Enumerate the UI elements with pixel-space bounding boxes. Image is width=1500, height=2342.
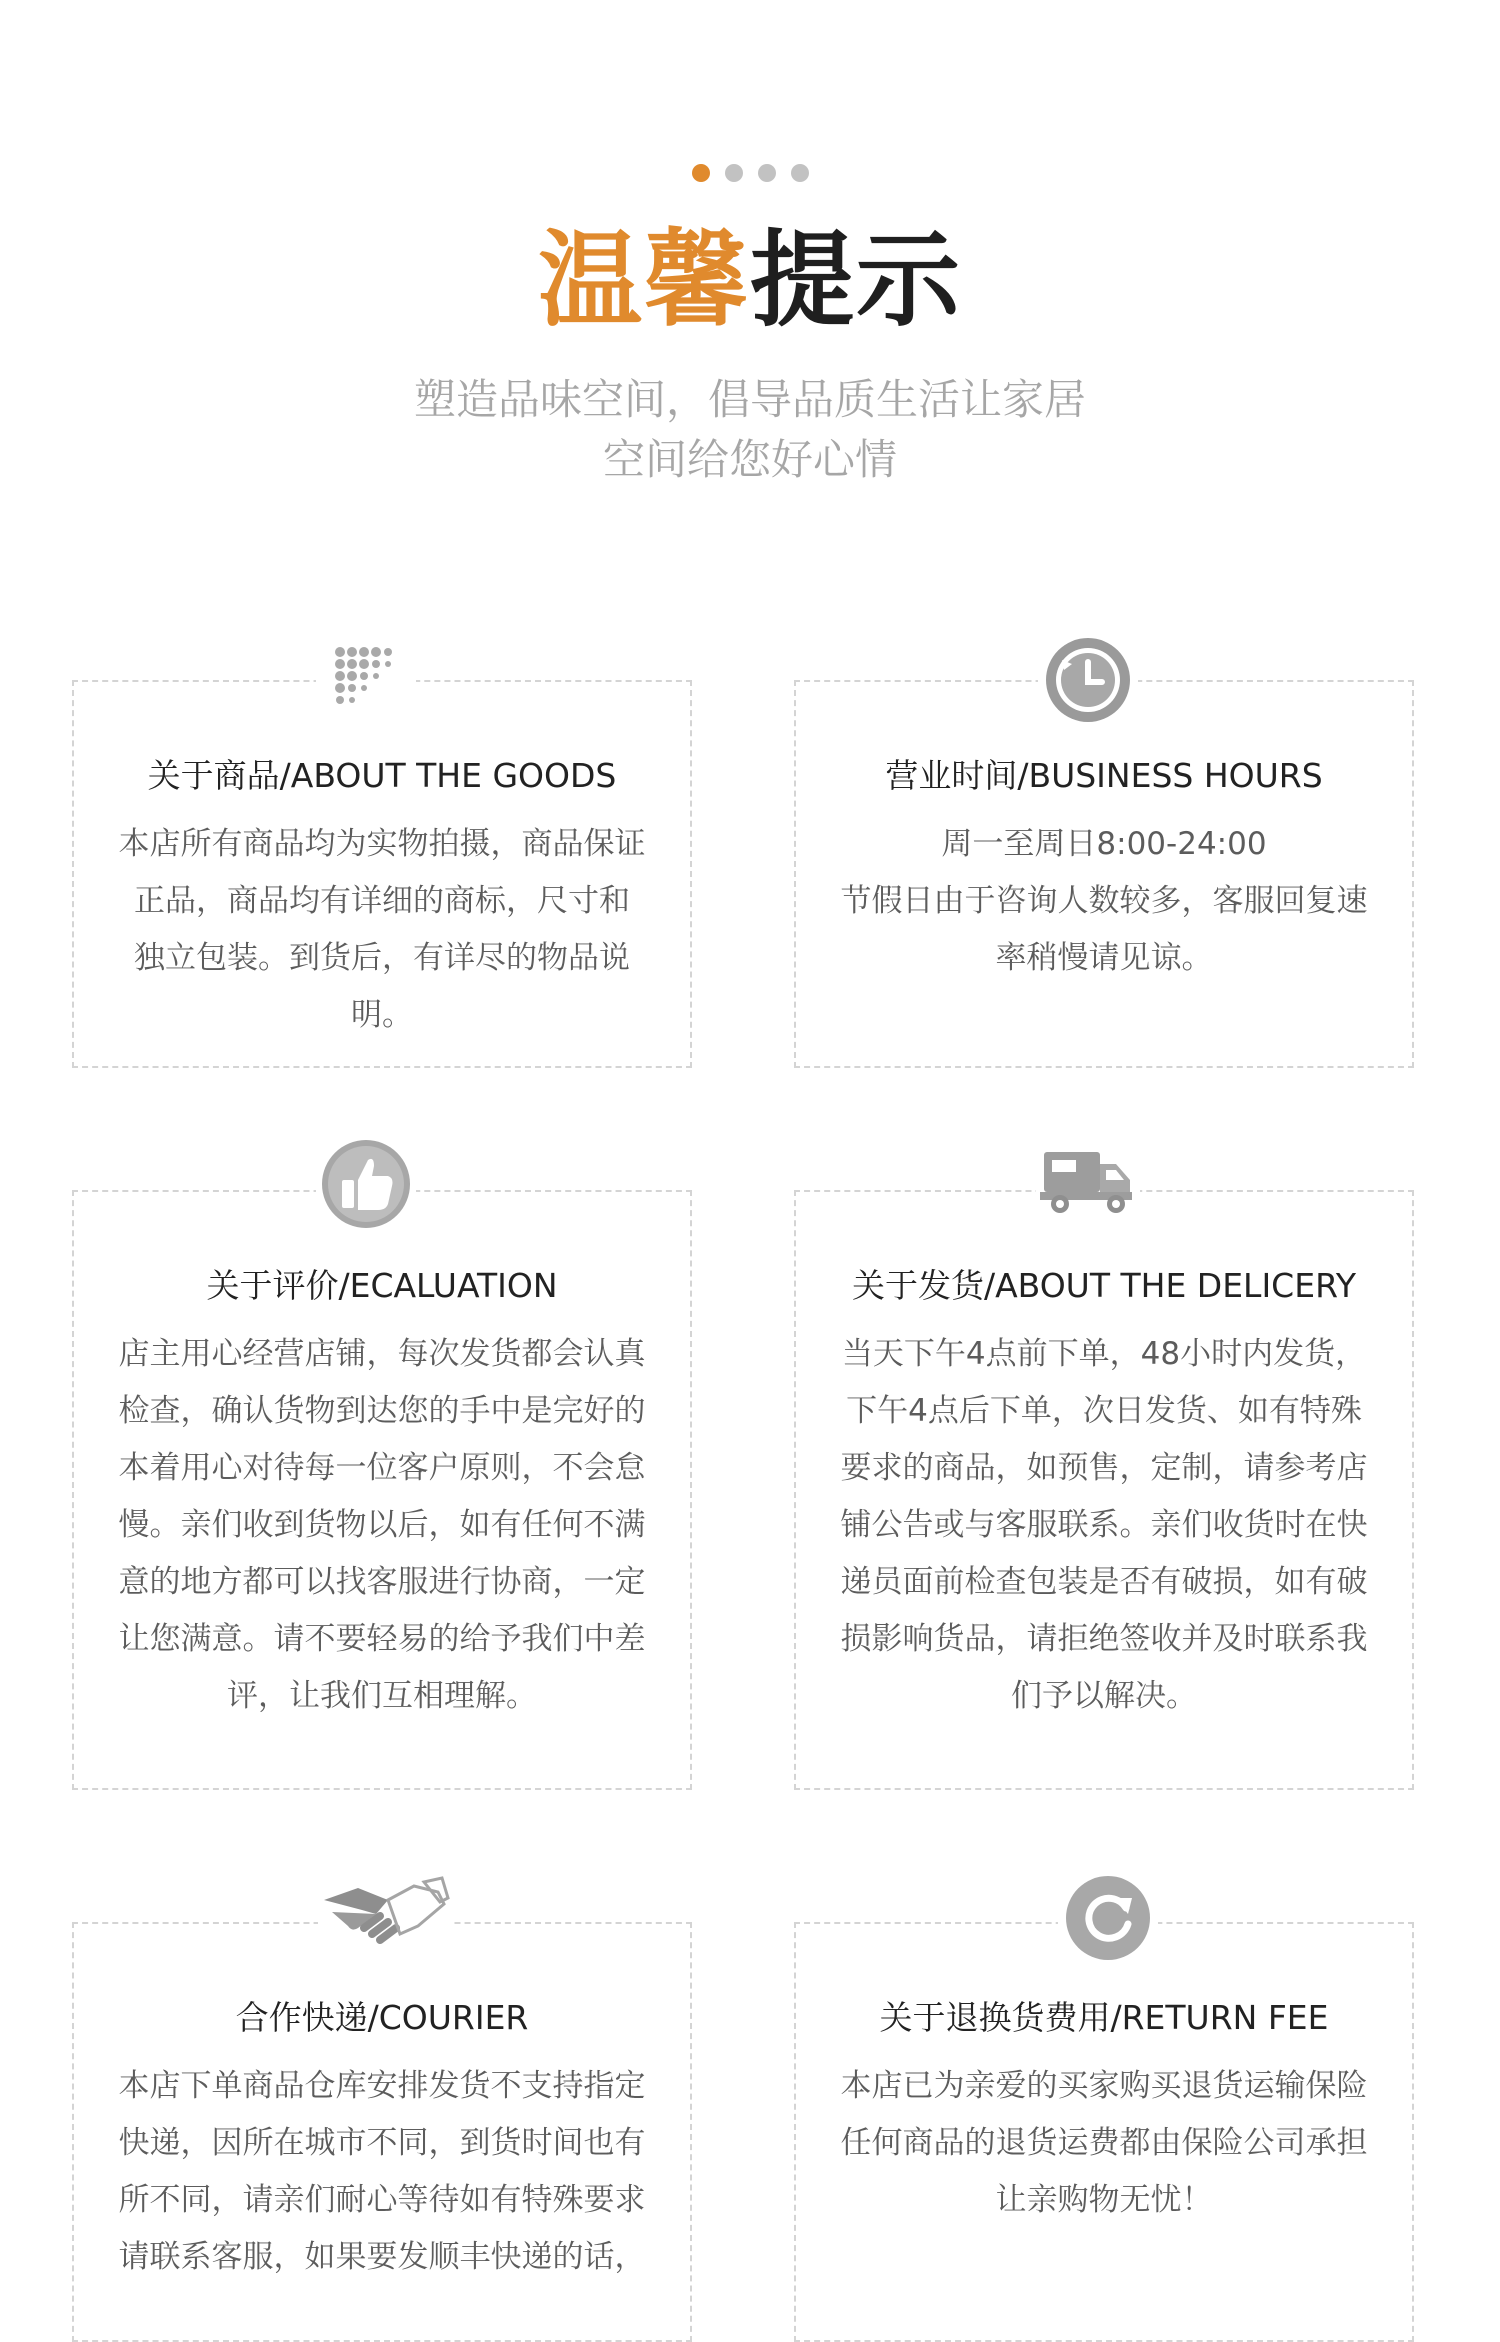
carousel-dot-1[interactable] (692, 164, 710, 182)
card-body-line: 本店已为亲爱的买家购买退货运输保险 (840, 2068, 1368, 2104)
card-courier (72, 1922, 692, 2342)
card-body-line: 损影响货品，请拒绝签收并及时联系我 (840, 1621, 1368, 1657)
card-body-line: 本店所有商品均为实物拍摄，商品保证 (118, 826, 646, 862)
card-title: 合作快递/COURIER (235, 1998, 529, 2037)
page-subtitle (0, 370, 1500, 490)
carousel-dot-3[interactable] (758, 164, 776, 182)
carousel-dots (0, 164, 1500, 182)
card-delivery (794, 1190, 1414, 1790)
card-body-line: 意的地方都可以找客服进行协商，一定 (118, 1564, 646, 1600)
handshake-icon (318, 1870, 452, 1954)
card-business-hours (794, 680, 1414, 1068)
card-evaluation (72, 1190, 692, 1790)
card-body-line: 们予以解决。 (1011, 1678, 1197, 1714)
clock-icon (1038, 630, 1138, 730)
card-body-line: 所不同，请亲们耐心等待如有特殊要求 (118, 2182, 646, 2218)
truck-icon (1036, 1144, 1140, 1224)
card-title: 营业时间/BUSINESS HOURS (885, 756, 1323, 795)
carousel-dot-4[interactable] (791, 164, 809, 182)
card-body-line: 让亲购物无忧！ (995, 2182, 1213, 2218)
card-body-line: 本着用心对待每一位客户原则，不会怠 (118, 1450, 646, 1486)
card-body (830, 816, 1378, 987)
page-title-accent: 温馨 (537, 219, 750, 341)
card-body-line: 下午4点后下单，次日发货、如有特殊 (846, 1393, 1362, 1429)
card-body (102, 1326, 662, 1725)
card-body (824, 1326, 1384, 1725)
subtitle-line-2: 空间给您好心情 (602, 435, 897, 484)
card-body-line: 周一至周日8:00-24:00 (941, 826, 1267, 862)
card-body (108, 816, 656, 1044)
dot-grid-icon (316, 636, 416, 716)
card-body (824, 2058, 1384, 2229)
card-body-line: 要求的商品，如预售，定制，请参考店 (840, 1450, 1368, 1486)
card-body-line: 正品，商品均有详细的商标，尺寸和 (134, 883, 630, 919)
card-about-goods (72, 680, 692, 1068)
card-title: 关于评价/ECALUATION (206, 1266, 558, 1305)
card-body-line: 请联系客服，如果要发顺丰快递的话， (118, 2239, 646, 2275)
card-return-fee (794, 1922, 1414, 2342)
card-body-line: 递员面前检查包装是否有破损，如有破 (840, 1564, 1368, 1600)
page-title-dark: 提示 (750, 219, 963, 341)
card-body-line: 本店下单商品仓库安排发货不支持指定 (118, 2068, 646, 2104)
card-body-line: 快递，因所在城市不同，到货时间也有 (118, 2125, 646, 2161)
carousel-dot-2[interactable] (725, 164, 743, 182)
card-body-line: 店主用心经营店铺，每次发货都会认真 (118, 1336, 646, 1372)
card-body-line: 铺公告或与客服联系。亲们收货时在快 (840, 1507, 1368, 1543)
card-title: 关于发货/ABOUT THE DELICERY (851, 1266, 1357, 1305)
card-body-line: 让您满意。请不要轻易的给予我们中差 (118, 1621, 646, 1657)
card-title: 关于退换货费用/RETURN FEE (879, 1998, 1329, 2037)
card-body (102, 2058, 662, 2286)
card-title: 关于商品/ABOUT THE GOODS (147, 756, 617, 795)
card-body-line: 检查，确认货物到达您的手中是完好的 (118, 1393, 646, 1429)
card-body-line: 慢。亲们收到货物以后，如有任何不满 (118, 1507, 646, 1543)
card-body-line: 任何商品的退货运费都由保险公司承担 (840, 2125, 1368, 2161)
card-body-line: 评，让我们互相理解。 (227, 1678, 537, 1714)
card-body-line: 率稍慢请见谅。 (995, 940, 1213, 976)
card-body-line: 独立包装。到货后，有详尽的物品说明。 (134, 940, 630, 1033)
subtitle-line-1: 塑造品味空间，倡导品质生活让家居 (413, 375, 1086, 424)
page-title (0, 220, 1500, 340)
card-body-line: 当天下午4点前下单，48小时内发货， (841, 1336, 1367, 1372)
return-icon (1058, 1868, 1158, 1968)
card-body-line: 节假日由于咨询人数较多，客服回复速 (840, 883, 1368, 919)
thumbs-up-icon (316, 1134, 416, 1234)
